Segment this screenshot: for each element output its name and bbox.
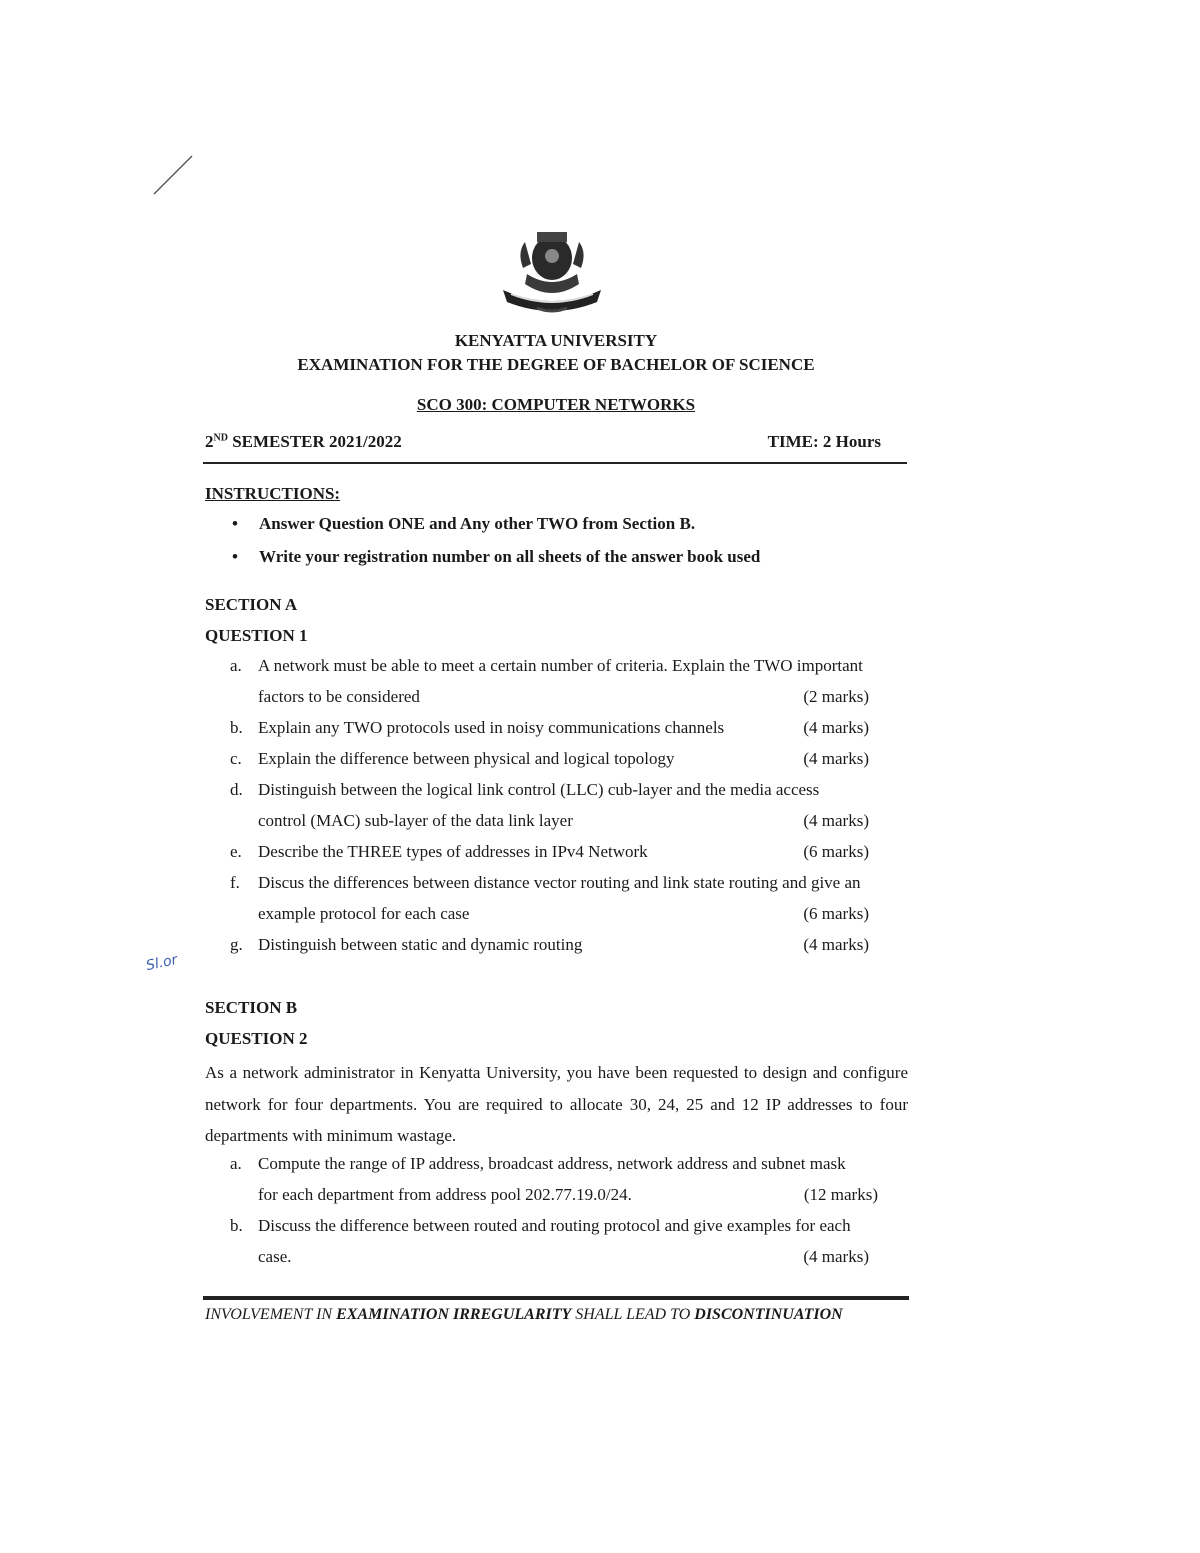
item-marks: (4 marks) — [803, 749, 869, 768]
question-1-list — [230, 650, 908, 960]
item-text: Describe the THREE types of addresses in IPv4 Network — [258, 842, 648, 861]
item-text-line1: Compute the range of IP address, broadcast address, network address and subnet mask — [258, 1154, 846, 1173]
item-text: Explain the difference between physical and logical topology — [258, 749, 675, 768]
item-text-line1: A network must be able to meet a certain number of criteria. Explain the TWO important — [258, 656, 863, 675]
item-letter: d. — [230, 780, 243, 799]
item-letter: e. — [230, 842, 242, 861]
exam-title: EXAMINATION FOR THE DEGREE OF BACHELOR OF SCIENCE — [297, 355, 815, 374]
question-2-heading: QUESTION 2 — [205, 1029, 308, 1048]
item-letter: a. — [230, 1154, 242, 1173]
header-divider — [203, 462, 907, 464]
item-text-line1 — [258, 836, 908, 867]
item-text-line2 — [258, 898, 908, 929]
section-a-heading: SECTION A — [205, 595, 298, 614]
semester-suffix: ND — [213, 432, 228, 444]
item-letter: b. — [230, 718, 243, 737]
item-text-line1: Discuss the difference between routed and routing protocol and give examples for each — [258, 1216, 851, 1235]
item-text: example protocol for each case — [258, 904, 470, 923]
footer-text: INVOLVEMENT IN — [205, 1306, 337, 1323]
item-marks: (4 marks) — [803, 1247, 869, 1266]
question-item-f — [230, 867, 908, 929]
item-text-line2 — [258, 681, 908, 712]
item-text-line1 — [258, 743, 908, 774]
university-crest-logo — [497, 224, 607, 320]
item-letter: a. — [230, 656, 242, 675]
item-marks: (4 marks) — [803, 811, 869, 830]
item-marks: (12 marks) — [803, 1185, 878, 1204]
pen-stroke-mark — [150, 152, 195, 197]
item-text-line2 — [258, 1241, 908, 1272]
item-letter: b. — [230, 1216, 243, 1235]
item-marks: (6 marks) — [803, 842, 869, 861]
university-name: KENYATTA UNIVERSITY — [454, 331, 658, 350]
semester-row — [205, 432, 881, 452]
question-item-b — [230, 1210, 908, 1272]
footer-text: SHALL LEAD TO — [571, 1306, 695, 1323]
item-text-line2 — [258, 805, 908, 836]
exam-time: TIME: 2 Hours — [767, 432, 881, 451]
section-b-heading: SECTION B — [205, 998, 298, 1017]
question-item-c — [230, 743, 908, 774]
item-letter: g. — [230, 935, 243, 954]
item-text-line1: Distinguish between the logical link control (LLC) cub-layer and the media access — [258, 780, 820, 799]
question-item-a — [230, 1148, 908, 1210]
footer-emphasis: DISCONTINUATION — [694, 1306, 843, 1323]
instructions-list — [232, 514, 892, 580]
item-text: case. — [258, 1247, 292, 1266]
course-title: SCO 300: COMPUTER NETWORKS — [416, 395, 696, 414]
item-text: for each department from address pool 202.77.19.0/24. — [258, 1185, 632, 1204]
semester-text: SEMESTER 2021/2022 — [227, 432, 402, 451]
item-text-line1 — [258, 712, 908, 743]
item-marks: (4 marks) — [803, 718, 869, 737]
item-text-line1: Discus the differences between distance vector routing and link state routing and give an — [258, 873, 861, 892]
semester-number: 2 — [205, 432, 214, 451]
item-text: control (MAC) sub-layer of the data link layer — [258, 811, 573, 830]
item-text: Explain any TWO protocols used in noisy communications channels — [258, 718, 725, 737]
question-item-a — [230, 650, 908, 712]
footer-emphasis: EXAMINATION IRREGULARITY — [336, 1306, 572, 1323]
item-text: factors to be considered — [258, 687, 420, 706]
question-item-d — [230, 774, 908, 836]
instruction-item: • Write your registration number on all sheets of the answer book used — [232, 547, 892, 580]
question-2-paragraph: As a network administrator in Kenyatta University, you have been requested to design and configure network for four departments. You are required to allocate 30, 24, 25 and 12 IP addresses to four departments with minimum wastage. — [205, 1063, 908, 1145]
item-text-line1 — [258, 929, 908, 960]
instructions-heading: INSTRUCTIONS: — [205, 484, 341, 503]
item-text: Distinguish between static and dynamic routing — [258, 935, 583, 954]
question-2-list — [230, 1148, 908, 1272]
item-marks: (6 marks) — [803, 904, 869, 923]
footer-divider — [203, 1296, 909, 1300]
item-marks: (4 marks) — [803, 935, 869, 954]
handwritten-margin-note: Sl.or — [144, 951, 179, 975]
instruction-item: • Answer Question ONE and Any other TWO from Section B. — [232, 514, 892, 547]
item-marks: (2 marks) — [803, 687, 869, 706]
question-item-e — [230, 836, 908, 867]
question-item-g — [230, 929, 908, 960]
item-letter: f. — [230, 873, 240, 892]
item-letter: c. — [230, 749, 242, 768]
footer-warning — [205, 1306, 843, 1324]
question-1-heading: QUESTION 1 — [205, 626, 308, 645]
question-item-b — [230, 712, 908, 743]
item-text-line2 — [258, 1179, 908, 1210]
